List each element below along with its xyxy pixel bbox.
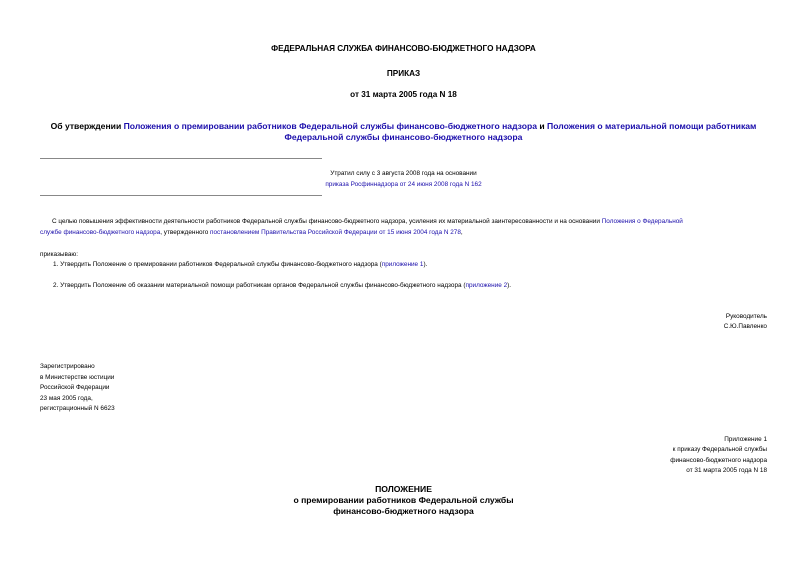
registration-line: Российской Федерации xyxy=(40,384,110,391)
registration-line: 23 мая 2005 года, xyxy=(40,395,93,402)
divider-top xyxy=(40,158,322,159)
preamble-text-1: С целью повышения эффективности деятельности работников Федеральной службы финансово-бюджетного надзора, усиления их материальной заинтересованности и на основании xyxy=(52,218,602,225)
doc-type: ПРИКАЗ xyxy=(386,69,421,78)
appendix-line: к приказу Федеральной службы xyxy=(672,446,767,453)
registration-line: регистрационный N 6623 xyxy=(40,405,115,412)
agency-name: ФЕДЕРАЛЬНАЯ СЛУЖБА ФИНАНСОВО-БЮДЖЕТНОГО НАДЗОРА xyxy=(271,44,536,53)
regulation-heading: ПОЛОЖЕНИЕ xyxy=(375,484,432,494)
title-prefix: Об утверждении xyxy=(50,121,124,131)
preamble-line-2 xyxy=(40,227,463,238)
order-item-2 xyxy=(53,280,511,291)
status-repeal-link[interactable]: приказа Росфиннадзора от 24 июня 2008 года N 162 xyxy=(325,181,482,188)
preamble-line-1 xyxy=(52,216,683,227)
appendix-line: финансово-бюджетного надзора xyxy=(670,457,767,464)
preamble-link-regulation-cont[interactable]: службе финансово-бюджетного надзора xyxy=(40,229,161,236)
order-item-1-end: ). xyxy=(423,261,428,268)
regulation-subtitle-1: о премировании работников Федеральной службы xyxy=(293,495,514,505)
appendix-line: от 31 марта 2005 года N 18 xyxy=(686,467,767,474)
registration-line: Зарегистрировано xyxy=(40,363,95,370)
title-link-aid-regulation[interactable]: Положения о материальной помощи работникам xyxy=(547,121,757,131)
order-item-2-link[interactable]: приложение 2 xyxy=(465,282,508,289)
order-item-2-text: 2. Утвердить Положение об оказании материальной помощи работникам органов Федеральной службы финансово-бюджетного надзора ( xyxy=(53,282,466,289)
status-line: Утратил силу с 3 августа 2008 года на основании xyxy=(330,170,477,177)
preamble-link-resolution[interactable]: постановлением Правительства Российской Федерации от 15 июня 2004 года N 278 xyxy=(210,229,461,236)
order-item-1-link[interactable]: приложение 1 xyxy=(381,261,424,268)
order-item-1-text: 1. Утвердить Положение о премировании работников Федеральной службы финансово-бюджетного надзора ( xyxy=(53,261,382,268)
order-word: приказываю: xyxy=(40,251,78,258)
preamble-text-3: , xyxy=(460,229,463,236)
divider-bottom xyxy=(40,195,322,196)
appendix-line: Приложение 1 xyxy=(724,436,767,443)
order-item-1 xyxy=(53,259,427,270)
order-date: от 31 марта 2005 года N 18 xyxy=(350,90,457,99)
order-item-2-end: ). xyxy=(507,282,512,289)
signature-role: Руководитель xyxy=(725,313,767,320)
order-title xyxy=(0,121,807,132)
regulation-subtitle-2: финансово-бюджетного надзора xyxy=(333,506,474,516)
title-middle: и xyxy=(536,121,548,131)
signature-name: С.Ю.Павленко xyxy=(723,323,767,330)
registration-line: в Министерстве юстиции xyxy=(40,374,115,381)
preamble-link-regulation[interactable]: Положения о Федеральной xyxy=(601,218,683,225)
preamble-text-2: , утвержденного xyxy=(160,229,211,236)
title-link-aid-regulation-cont[interactable]: Федеральной службы финансово-бюджетного надзора xyxy=(284,132,523,142)
title-link-bonus-regulation[interactable]: Положения о премировании работников Федеральной службы финансово-бюджетного надзора xyxy=(123,121,537,131)
